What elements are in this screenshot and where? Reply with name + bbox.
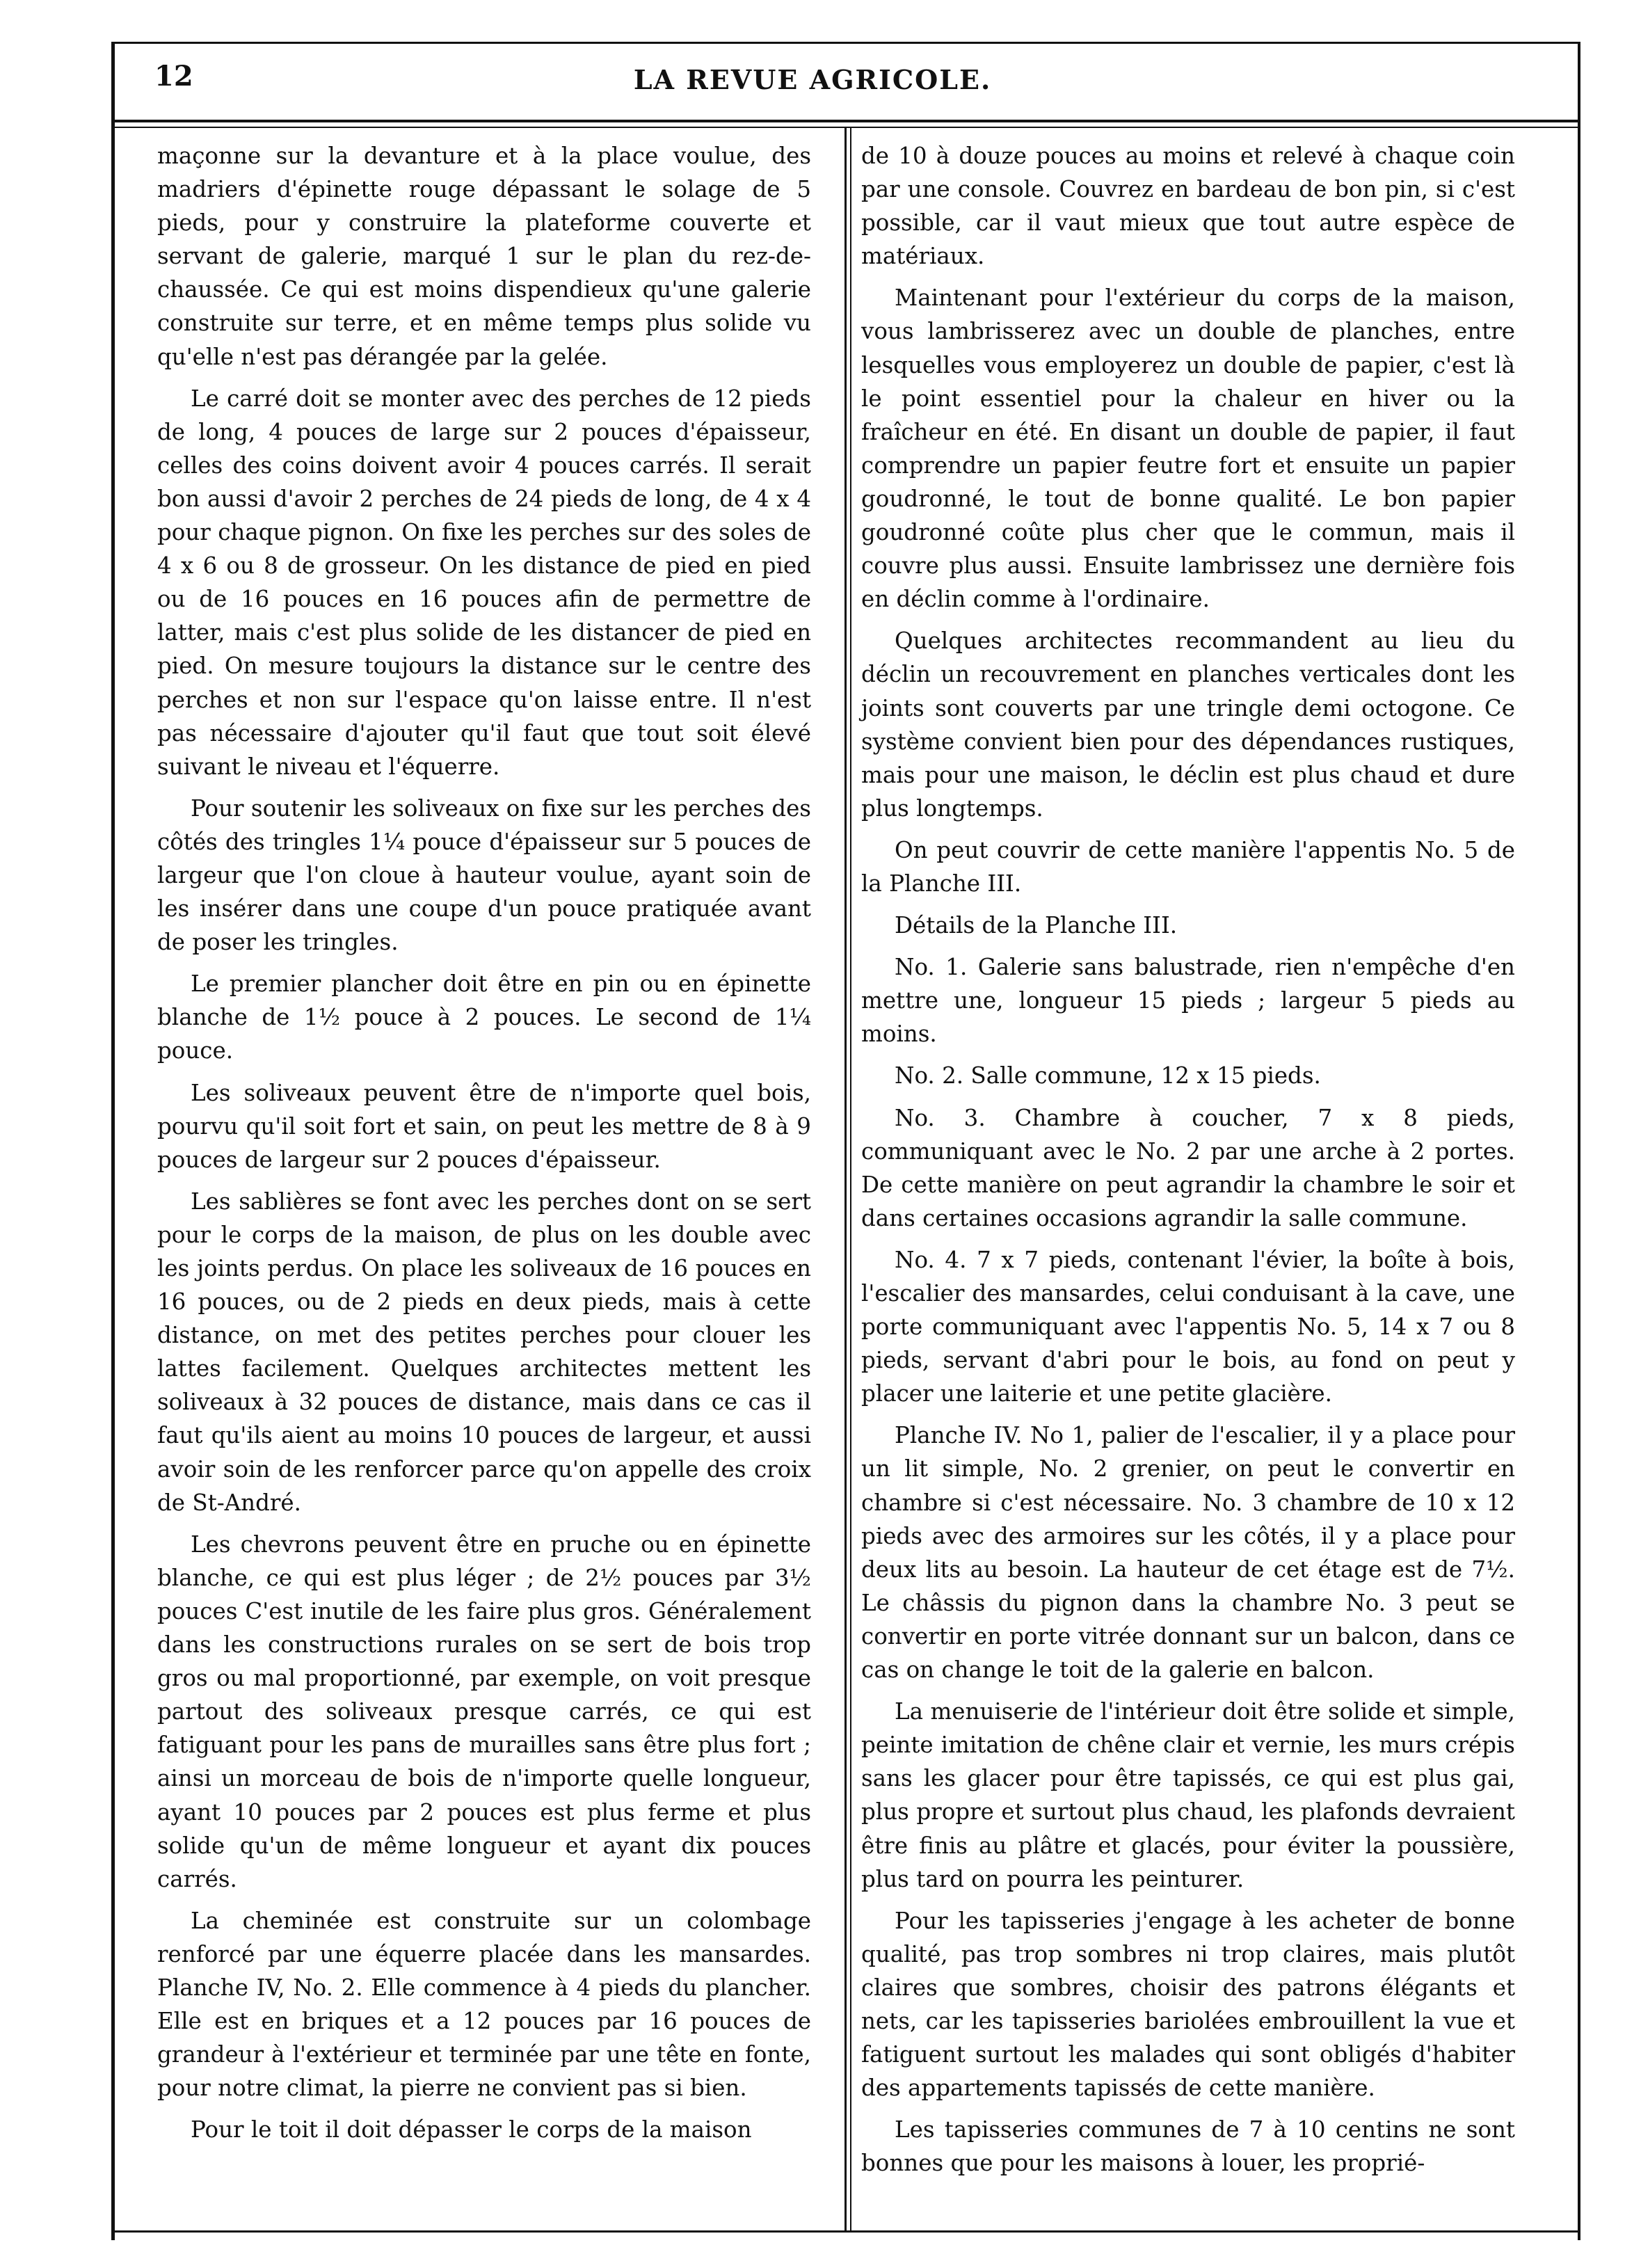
header-bottom-rule [111, 120, 1580, 122]
section-heading: Détails de la Planche III. [895, 912, 1178, 939]
paragraph: La cheminée est construite sur un colombage renforcé par une équerre placée dans les mansardes. Planche IV, No. 2. Elle commence à 4 pieds du plancher. Elle est en briques et a 12 pouces par 16 pouces de grandeur à l'extérieur et terminée par une tête en fonte, pour notre climat, la pierre ne convient pas si bien. [157, 1907, 811, 2102]
paragraph: Les sablières se font avec les perches dont on se sert pour le corps de la maison, de plus on les double avec les joints perdus. On place les soliveaux de 16 pouces en 16 pouces, ou de 2 pieds en deux pieds, mais à cette distance, on met des petites perches pour clouer les lattes facilement. Quelques architectes mettent les soliveaux à 32 pouces de distance, mais dans ce cas il faut qu'ils aient au moins 10 pouces de largeur, et aussi avoir soin de les renforcer parce qu'on appelle des croix de St-André. [157, 1188, 811, 1516]
paragraph: Pour le toit il doit dépasser le corps de la maison [191, 2116, 752, 2143]
paragraph: Maintenant pour l'extérieur du corps de la maison, vous lambrisserez avec un double de planches, entre lesquelles vous employerez un double de papier, c'est là le point essentiel pour la chaleur en hiver ou la fraîcheur en été. En disant un double de papier, il faut comprendre un papier feutre fort et ensuite un papier goudronné, le tout de bonne qualité. Le bon papier goudronné coûte plus cher que le commun, mais il couvre plus aussi. Ensuite lambrissez une dernière fois en déclin comme à l'ordinaire. [861, 285, 1515, 613]
paragraph: Pour soutenir les soliveaux on fixe sur les perches des côtés des tringles 1¼ pouce d'épaisseur sur 5 pouces de largeur que l'on cloue à hauteur voulue, ayant soin de les insérer dans une coupe d'un pouce pratiquée avant de poser les tringles. [157, 794, 811, 956]
running-title: LA REVUE AGRICOLE. [633, 64, 992, 95]
paragraph: On peut couvrir de cette manière l'appentis No. 5 de la Planche III. [861, 836, 1515, 897]
paragraph: maçonne sur la devanture et à la place voulue, des madriers d'épinette rouge dépassant le solage de 5 pieds, pour y construire la plateforme couverte et servant de galerie, marqué 1 sur le plan du rez-de-chaussée. Ce qui est moins dispendieux qu'une galerie construite sur terre, et en même temps plus solide vu qu'elle n'est pas dérangée par la gelée. [157, 143, 811, 370]
header-top-rule [111, 42, 1580, 44]
paragraph: No. 3. Chambre à coucher, 7 x 8 pieds, communiquant avec le No. 2 par une arche à 2 portes. De cette manière on peut agrandir la chambre le soir et dans certaines occasions agrandir la salle commune. [861, 1104, 1515, 1231]
paragraph: Quelques architectes recommandent au lieu du déclin un recouvrement en planches verticales dont les joints sont couverts par une tringle demi octogone. Ce système convient bien pour des dépendances rustiques, mais pour une maison, le déclin est plus chaud et dure plus longtemps. [861, 628, 1515, 822]
paragraph: Pour les tapisseries j'engage à les acheter de bonne qualité, pas trop sombres ni trop claires, mais plutôt claires que sombres, choisir des patrons élégants et nets, car les tapisseries bariolées embrouillent la vue et fatiguent surtout les malades qui sont obligés d'habiter des appartements tapissés de cette manière. [861, 1907, 1515, 2102]
right-border-rule [1578, 42, 1580, 2240]
paragraph: Les tapisseries communes de 7 à 10 centins ne sont bonnes que pour les maisons à louer, les proprié- [861, 2116, 1515, 2177]
paragraph: No. 2. Salle commune, 12 x 15 pieds. [895, 1062, 1321, 1089]
paragraph: No. 4. 7 x 7 pieds, contenant l'évier, la boîte à bois, l'escalier des mansardes, celui conduisant à la cave, une porte communiquant avec l'appentis No. 5, 14 x 7 ou 8 pieds, servant d'abri pour le bois, au fond on peut y placer une laiterie et une petite glacière. [861, 1246, 1515, 1407]
right-column [861, 139, 1515, 2188]
paragraph: Les soliveaux peuvent être de n'importe quel bois, pourvu qu'il soit fort et sain, on peut les mettre de 8 à 9 pouces de largeur sur 2 pouces d'épaisseur. [157, 1079, 811, 1173]
paragraph: Planche IV. No 1, palier de l'escalier, il y a place pour un lit simple, No. 2 grenier, on peut le convertir en chambre si c'est nécessaire. No. 3 chambre de 10 x 12 pieds avec des armoires sur les côtés, il y a place pour deux lits au besoin. La hauteur de cet étage est de 7½. Le châssis du pignon dans la chambre No. 3 peut se convertir en porte vitrée donnant sur un balcon, dans ce cas on change le toit de la galerie en balcon. [861, 1422, 1515, 1684]
footer-rule [111, 2230, 1580, 2233]
paragraph: Le carré doit se monter avec des perches de 12 pieds de long, 4 pouces de large sur 2 pouces d'épaisseur, celles des coins doivent avoir 4 pouces carrés. Il serait bon aussi d'avoir 2 perches de 24 pieds de long, de 4 x 4 pour chaque pignon. On fixe les perches sur des soles de 4 x 6 ou 8 de grosseur. On les distance de pied en pied ou de 16 pouces en 16 pouces afin de permettre de latter, mais c'est plus solide de les distancer de pied en pied. On mesure toujours la distance sur le centre des perches et non sur l'espace qu'on laisse entre. Il n'est pas nécessaire d'ajouter qu'il faut que tout soit élevé suivant le niveau et l'équerre. [157, 385, 811, 780]
paragraph: No. 1. Galerie sans balustrade, rien n'empêche d'en mettre une, longueur 15 pieds ; largeur 5 pieds au moins. [861, 954, 1515, 1048]
left-column [157, 139, 811, 2155]
paragraph: Le premier plancher doit être en pin ou en épinette blanche de 1½ pouce à 2 pouces. Le second de 1¼ pouce. [157, 971, 811, 1064]
paragraph: La menuiserie de l'intérieur doit être solide et simple, peinte imitation de chêne clair et vernie, les murs crépis sans les glacer pour être tapissés, ce qui est plus gai, plus propre et surtout plus chaud, les plafonds devraient être finis au plâtre et glacés, pour éviter la poussière, plus tard on pourra les peinturer. [861, 1698, 1515, 1892]
paragraph: Les chevrons peuvent être en pruche ou en épinette blanche, ce qui est plus léger ; de 2½ pouces par 3½ pouces C'est inutile de les faire plus gros. Généralement dans les constructions rurales on se sert de bois trop gros ou mal proportionné, par exemple, on voit presque partout des soliveaux presque carrés, ce qui est fatiguant pour les pans de murailles sans être plus fort ; ainsi un morceau de bois de n'importe quelle longueur, ayant 10 pouces par 2 pouces est plus ferme et plus solide qu'un de même longueur et ayant dix pouces carrés. [157, 1531, 811, 1892]
column-divider-rule [844, 128, 847, 2233]
left-border-rule [111, 42, 115, 2240]
column-divider-rule-thin [850, 128, 851, 2233]
page-number: 12 [154, 60, 193, 93]
paragraph: de 10 à douze pouces au moins et relevé à chaque coin par une console. Couvrez en bardeau de bon pin, si c'est possible, car il vaut mieux que tout autre espèce de matériaux. [861, 143, 1515, 270]
